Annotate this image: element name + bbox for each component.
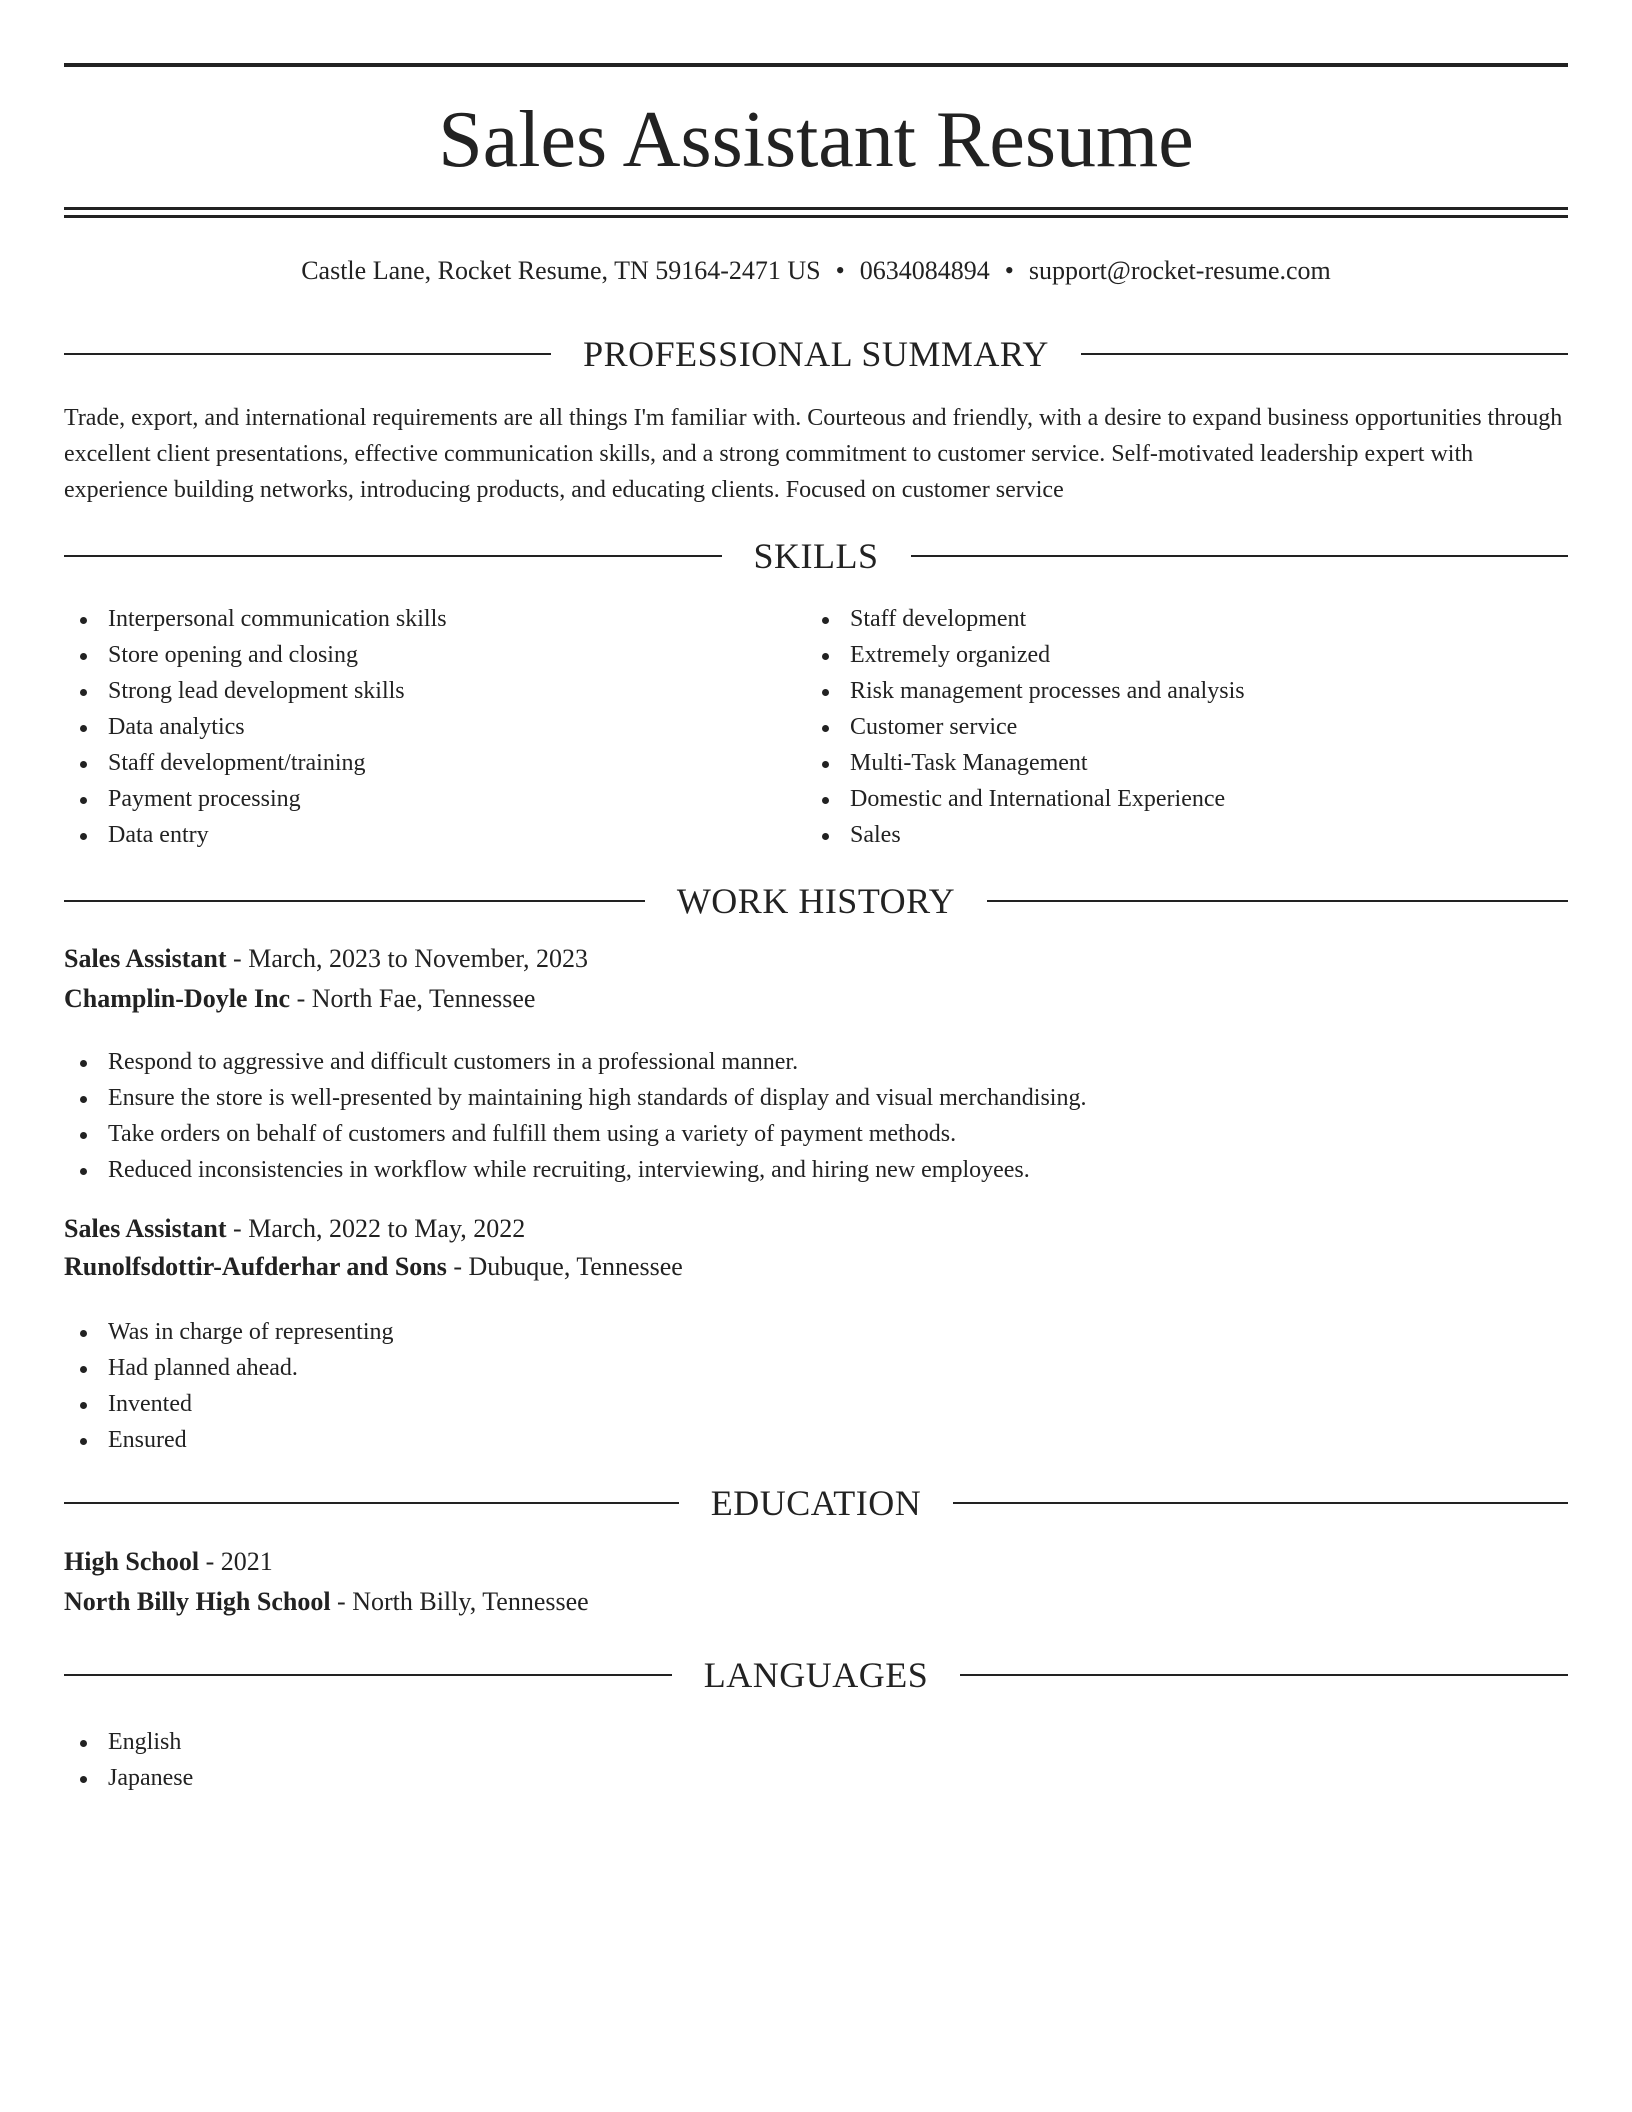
education-school: North Billy High School [64,1587,331,1616]
heading-rule [953,1502,1568,1504]
summary-text: Trade, export, and international requirements are all things I'm familiar with. Courteous and friendly, with a desire to expand business opportunities through excellent client presentations, effective communication skills, and a strong commitment to customer service. Self-motivated leadership expert with experience building networks, introducing products, and educating clients. Focused on customer service [64,405,1563,503]
section-heading-education [64,1481,1568,1525]
job-bullets [64,1044,1568,1188]
job-bullet: Ensure the store is well-presented by maintaining high standards of display and visual merchandising. [64,1080,1568,1116]
skill-item: Payment processing [64,781,804,817]
contact-line [64,254,1568,288]
job-bullet: Respond to aggressive and difficult customers in a professional manner. [64,1044,1568,1080]
job-company: Runolfsdottir-Aufderhar and Sons [64,1252,447,1281]
job-title-line [64,1211,1568,1247]
job-title: Sales Assistant [64,944,227,973]
skills-list-left [64,601,804,853]
skill-item: Strong lead development skills [64,673,804,709]
skill-item: Staff development/training [64,745,804,781]
skill-item: Sales [806,817,1566,853]
heading-rule [960,1674,1568,1676]
job-bullet: Take orders on behalf of customers and fulfill them using a variety of payment methods. [64,1116,1568,1152]
section-heading-skills [64,534,1568,578]
title-rule-lower [64,215,1568,218]
job-bullets [64,1314,1568,1458]
job-location: - Dubuque, Tennessee [446,1252,683,1281]
education-degree: High School [64,1547,200,1576]
heading-rule [64,353,551,355]
resume-title: Sales Assistant Resume [438,96,1194,184]
section-title: PROFESSIONAL SUMMARY [583,334,1049,374]
skill-item: Risk management processes and analysis [806,673,1566,709]
contact-phone: 0634084894 [859,256,990,285]
job-bullet: Reduced inconsistencies in workflow while recruiting, interviewing, and hiring new employees. [64,1152,1568,1188]
job-bullet: Had planned ahead. [64,1350,1568,1386]
heading-rule [64,1674,672,1676]
section-heading-summary [64,332,1568,376]
languages-list [64,1724,1568,1796]
job-bullet: Ensured [64,1422,1568,1458]
skill-item: Data entry [64,817,804,853]
job-bullet: Invented [64,1386,1568,1422]
job-dates: - March, 2022 to May, 2022 [226,1214,526,1243]
section-title: WORK HISTORY [676,881,956,921]
education-location: - North Billy, Tennessee [330,1587,589,1616]
heading-rule [911,555,1569,557]
skill-item: Staff development [806,601,1566,637]
section-heading-languages [64,1653,1568,1697]
job-title-line [64,941,1568,977]
section-title: EDUCATION [710,1483,922,1523]
job-title: Sales Assistant [64,1214,227,1243]
education-degree-line [64,1544,1568,1580]
contact-email: support@rocket-resume.com [1028,256,1331,285]
section-heading-work [64,879,1568,923]
skill-item: Extremely organized [806,637,1566,673]
job-location: - North Fae, Tennessee [290,984,536,1013]
title-rule-upper [64,207,1568,210]
contact-separator: • [835,256,845,285]
contact-separator: • [1004,256,1014,285]
language-item: English [64,1724,1568,1760]
education-year: - 2021 [199,1547,273,1576]
skill-item: Store opening and closing [64,637,804,673]
heading-rule [1081,353,1568,355]
heading-rule [64,900,645,902]
skill-item: Data analytics [64,709,804,745]
skills-list-right [806,601,1566,853]
job-dates: - March, 2023 to November, 2023 [226,944,588,973]
heading-rule [987,900,1568,902]
job-company-line [64,981,1568,1017]
skill-item: Domestic and International Experience [806,781,1566,817]
job-bullet: Was in charge of representing [64,1314,1568,1350]
job-company-line [64,1249,1568,1285]
education-school-line [64,1584,1568,1620]
skill-item: Customer service [806,709,1566,745]
heading-rule [64,555,722,557]
skill-item: Multi-Task Management [806,745,1566,781]
language-item: Japanese [64,1760,1568,1796]
section-title: SKILLS [753,536,879,576]
skill-item: Interpersonal communication skills [64,601,804,637]
contact-address: Castle Lane, Rocket Resume, TN 59164-2471 US [301,256,821,285]
job-company: Champlin-Doyle Inc [64,984,291,1013]
top-rule [64,63,1568,67]
heading-rule [64,1502,679,1504]
section-title: LANGUAGES [703,1655,929,1695]
